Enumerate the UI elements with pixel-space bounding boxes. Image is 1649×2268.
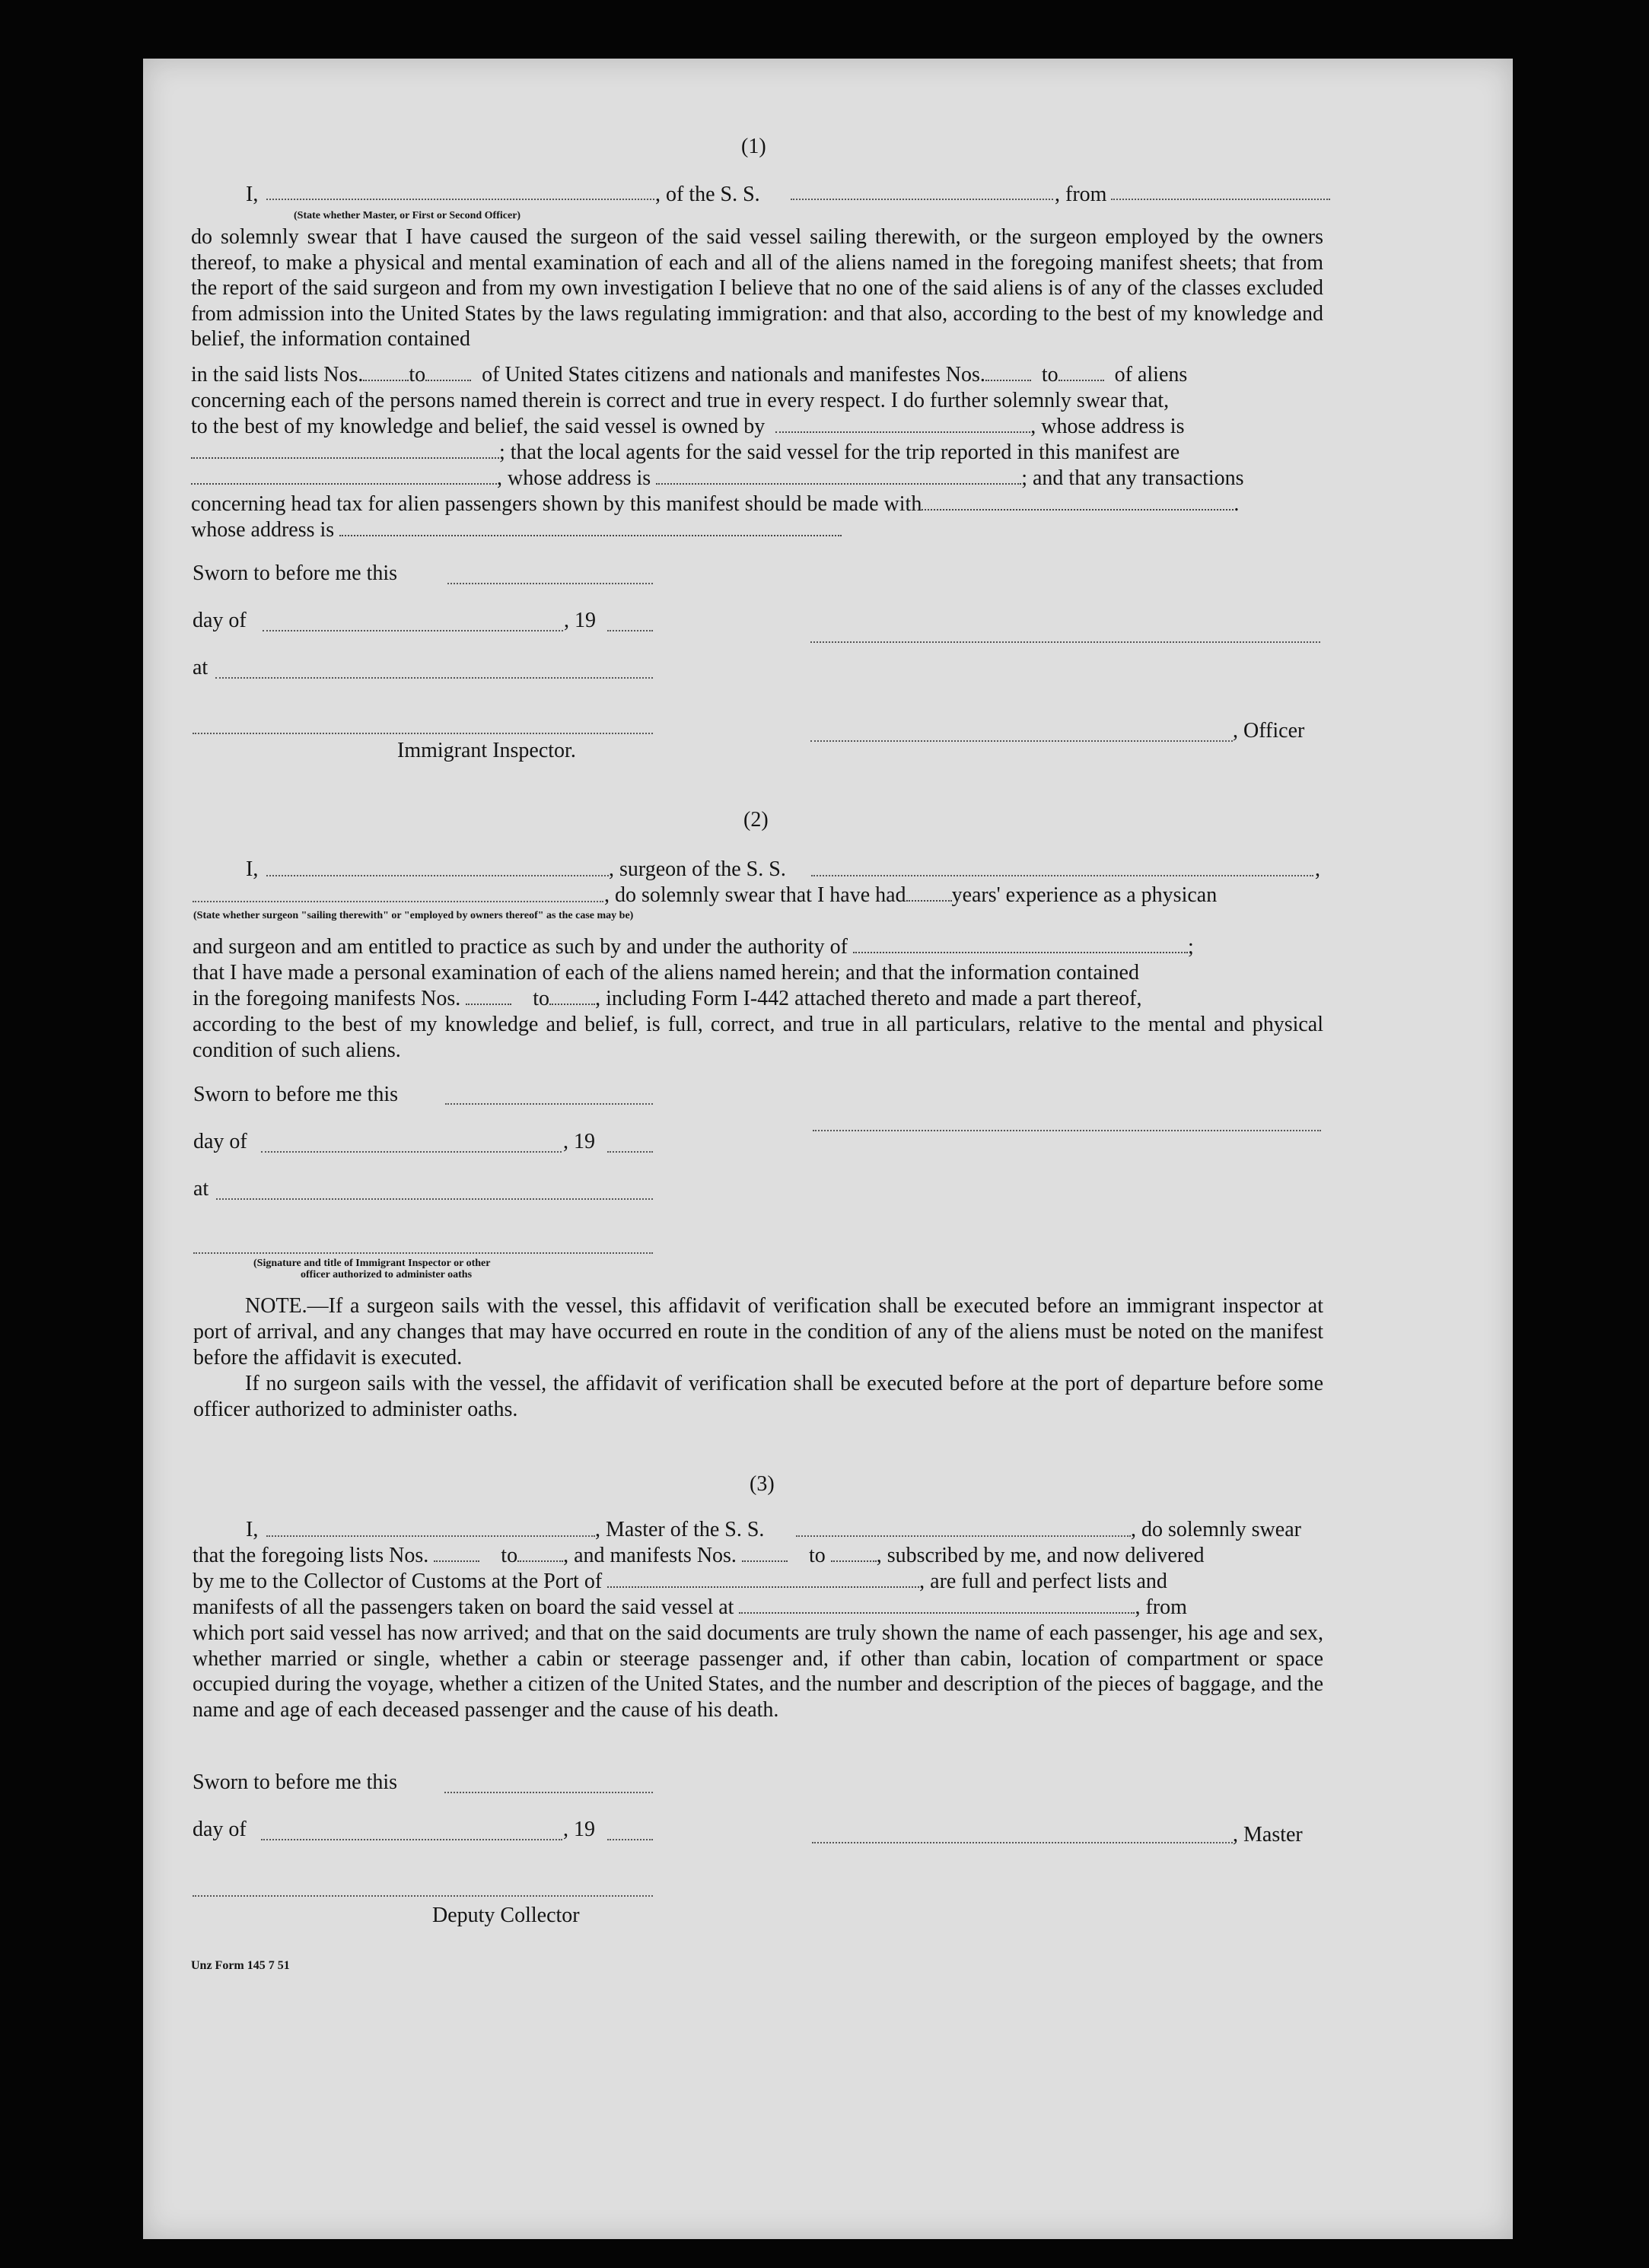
whose-address-label-2: , whose address is — [497, 466, 651, 490]
agents-field[interactable] — [191, 466, 497, 485]
sec3-year: , 19 — [563, 1818, 595, 1841]
sec3-manifests-to[interactable] — [831, 1544, 877, 1562]
years-label: years' experience as a physican — [951, 883, 1218, 907]
to-label: to — [409, 363, 426, 386]
sec1-at-field[interactable] — [215, 677, 653, 679]
to-label-3: to — [533, 987, 550, 1010]
sec1-sworn-field[interactable] — [447, 583, 653, 584]
agents-label: ; that the local agents for the said vessel for the trip reported in this manifest are — [499, 441, 1180, 464]
sec2-inspector-line[interactable] — [193, 1252, 653, 1254]
sec2-year-field[interactable] — [607, 1151, 653, 1153]
sec2-signature-line[interactable] — [813, 1130, 1321, 1131]
full-lists-label: , are full and perfect lists and — [919, 1570, 1167, 1593]
manifests-label-3: , and manifests Nos. — [563, 1544, 737, 1567]
manifests-label-4: manifests of all the passengers taken on board the said vessel at — [193, 1595, 734, 1619]
vessel-name-field[interactable] — [791, 199, 1053, 200]
sec2-sworn-field[interactable] — [445, 1103, 653, 1105]
sec3-lists-to[interactable] — [517, 1544, 563, 1562]
sec3-master-signature-line[interactable] — [812, 1842, 1233, 1843]
sec3-manifests2-line — [193, 1595, 1187, 1621]
sec2-status-note: (State whether surgeon "sailing therewith" or "employed by owners thereof" as the case may be) — [193, 910, 634, 921]
owner-address-field[interactable] — [191, 441, 499, 459]
sec1-day-field[interactable] — [263, 630, 563, 631]
sec3-sworn: Sworn to before me this — [193, 1770, 398, 1794]
lists-label: in the said lists Nos. — [191, 363, 364, 386]
sec2-sigtitle-2: officer authorized to administer oaths — [301, 1269, 473, 1280]
sec1-year-field[interactable] — [607, 630, 653, 631]
sec3-i: I, — [246, 1518, 259, 1541]
section-1-number: (1) — [741, 135, 766, 158]
surgeon-name-field[interactable] — [266, 875, 609, 876]
sec2-p2b: according to the best of my knowledge and belief, is full, correct, and true in all particulars, relative to the mental and physical condition of such aliens. — [193, 1013, 1323, 1062]
sec3-lists-line — [193, 1543, 1205, 1569]
foregoing-label: in the foregoing manifests Nos. — [193, 987, 461, 1010]
sec2-at-field[interactable] — [216, 1198, 653, 1200]
master-name-field[interactable] — [266, 199, 654, 200]
sec1-i: I, — [246, 183, 259, 206]
sec1-agents-line — [191, 440, 1179, 466]
sec3-sworn-field[interactable] — [444, 1792, 653, 1793]
authority-field[interactable] — [853, 935, 1188, 953]
sec1-inspector: Immigrant Inspector. — [397, 739, 576, 762]
manifests-from-field-2[interactable] — [466, 987, 511, 1005]
sec2-dayof: day of — [193, 1130, 247, 1153]
head-tax-label: concerning head tax for alien passengers shown by this manifest should be made with — [191, 492, 922, 516]
sec1-signature-line[interactable] — [810, 641, 1320, 643]
sec1-owned-line — [191, 414, 1184, 440]
collector-label: by me to the Collector of Customs at the Port of — [193, 1570, 603, 1593]
semicolon: ; — [1188, 935, 1194, 959]
sec1-headtax-line — [191, 491, 1239, 517]
section-2-number: (2) — [743, 808, 769, 832]
sec1-sworn: Sworn to before me this — [193, 561, 398, 585]
sec3-day-field[interactable] — [261, 1839, 562, 1840]
sec1-whose3-line — [191, 517, 842, 543]
port-field[interactable] — [607, 1570, 919, 1588]
manifests-to-field[interactable] — [1058, 363, 1104, 381]
subscribed-label: , subscribed by me, and now delivered — [876, 1544, 1205, 1567]
owner-field[interactable] — [775, 415, 1030, 433]
agents-address-field[interactable] — [656, 466, 1021, 485]
manifests-to-field-2[interactable] — [549, 987, 595, 1005]
from-label-3: , from — [1135, 1595, 1187, 1619]
sec1-of-ss: , of the S. S. — [655, 183, 760, 206]
sec3-dayof: day of — [193, 1818, 247, 1841]
sec2-p2a: that I have made a personal examination of each of the aliens named herein; and that the information contained — [193, 961, 1139, 984]
sec3-collector-line — [193, 1569, 1167, 1595]
swear-label: , do solemnly swear that I have had — [604, 883, 906, 907]
sec3-master: , Master — [1233, 1823, 1303, 1847]
sec3-lists-from[interactable] — [434, 1544, 479, 1562]
head-tax-field[interactable] — [922, 492, 1234, 511]
sec1-inspector-line[interactable] — [193, 733, 653, 734]
sec1-officer-line[interactable] — [810, 740, 1233, 742]
sec3-vessel-field[interactable] — [796, 1535, 1131, 1537]
form-number: Unz Form 145 7 51 — [191, 1959, 290, 1972]
sec2-sigtitle: (Signature and title of Immigrant Inspector or other — [253, 1258, 491, 1269]
sec2-year: , 19 — [563, 1130, 595, 1153]
including-label: , including Form I-442 attached thereto and made a part thereof, — [595, 987, 1142, 1010]
sec3-manifests-from[interactable] — [742, 1544, 788, 1562]
sec2-day-field[interactable] — [261, 1151, 562, 1153]
sec3-deputy-line[interactable] — [193, 1895, 653, 1897]
authority-label: and surgeon and am entitled to practice as such by and under the authority of — [193, 935, 848, 959]
lists-from-field[interactable] — [363, 363, 409, 381]
sec3-year-field[interactable] — [607, 1839, 653, 1840]
note-paragraph-2: If no surgeon sails with the vessel, the affidavit of verification shall be executed before at the port of departure before some officer authorized to administer oaths. — [193, 1372, 1323, 1421]
manifest-affidavit-page — [143, 59, 1513, 2239]
sec3-master-name-field[interactable] — [266, 1535, 595, 1537]
sec2-at: at — [193, 1177, 209, 1201]
sec1-from: , from — [1055, 183, 1107, 206]
section-3-number: (3) — [750, 1472, 775, 1496]
sec2-vessel-field[interactable] — [811, 875, 1313, 876]
whose-address-label: , whose address is — [1030, 415, 1185, 438]
lists-label-3: that the foregoing lists Nos. — [193, 1544, 429, 1567]
sec2-swear-line — [604, 883, 1217, 908]
head-tax-address-field[interactable] — [339, 518, 842, 536]
sec1-year: , 19 — [564, 609, 596, 632]
lists-to-field[interactable] — [425, 363, 471, 381]
transactions-label: ; and that any transactions — [1021, 466, 1244, 490]
sec2-sworn: Sworn to before me this — [193, 1083, 399, 1106]
to-label-4: to — [501, 1544, 518, 1567]
sec2-i: I, — [246, 857, 259, 881]
sec1-at: at — [193, 656, 209, 679]
from-port-field[interactable] — [1111, 199, 1330, 200]
sec2-foregoing-line — [193, 986, 1141, 1012]
sec3-deputy: Deputy Collector — [432, 1904, 580, 1927]
whose-address-label-3: whose address is — [191, 518, 335, 542]
sec1-lists-line — [191, 362, 1187, 388]
period: . — [1234, 492, 1240, 516]
owned-label: to the best of my knowledge and belief, the said vessel is owned by — [191, 415, 766, 438]
sec3-paragraph: which port said vessel has now arrived; and that on the said documents are truly shown the name of each passenger, his age and sex, whether married or single, whether a cabin or steerage passenger and, if other than cabin, location of compartment or space occupied during the voyage, whether a citizen of the United States, and the number and description of the pieces of baggage, and the name and age of each deceased passenger and the cause of his death. — [193, 1621, 1323, 1722]
to-label-2: to — [1041, 363, 1058, 386]
manifests-from-field[interactable] — [985, 363, 1031, 381]
to-label-5: to — [808, 1544, 826, 1567]
sec3-master-of: , Master of the S. S. — [595, 1518, 765, 1541]
sec2-auth-line — [193, 934, 1194, 960]
note-paragraph-1: NOTE.—If a surgeon sails with the vessel, this affidavit of verification shall be executed before an immigrant inspector at port of arrival, and any changes that may have occurred en route in the condition of any of the aliens must be noted on the manifest before the affidavit is executed. — [193, 1294, 1323, 1369]
boarding-port-field[interactable] — [739, 1595, 1135, 1614]
surgeon-status-field[interactable] — [193, 901, 603, 902]
sec1-head-note: (State whether Master, or First or Second Officer) — [294, 210, 521, 221]
sec2-comma: , — [1315, 857, 1320, 881]
sec2-surgeon: , surgeon of the S. S. — [609, 857, 786, 881]
sec1-dayof: day of — [193, 609, 247, 632]
sec1-concerning: concerning each of the persons named therein is correct and true in every respect. I do further solemnly swear that, — [191, 389, 1170, 412]
sec3-swear: , do solemnly swear — [1131, 1518, 1301, 1541]
sec1-agents-addr-line — [191, 466, 1244, 491]
citizens-label: of United States citizens and nationals and manifestes Nos. — [482, 363, 985, 386]
aliens-label: of aliens — [1114, 363, 1188, 386]
years-field[interactable] — [906, 883, 952, 902]
sec1-paragraph: do solemnly swear that I have caused the surgeon of the said vessel sailing therewith, or the surgeon employed by the owners thereof, to make a physical and mental examination of each and all of the aliens named in the foregoing manifest sheets; that from the report of the said surgeon and from my own investigation I believe that no one of the said aliens is of any of the classes excluded from admission into the United States by the laws regulating immigration: and that also, according to the best of my knowledge and belief, the information contained — [191, 225, 1323, 351]
sec1-officer: , Officer — [1233, 719, 1305, 743]
